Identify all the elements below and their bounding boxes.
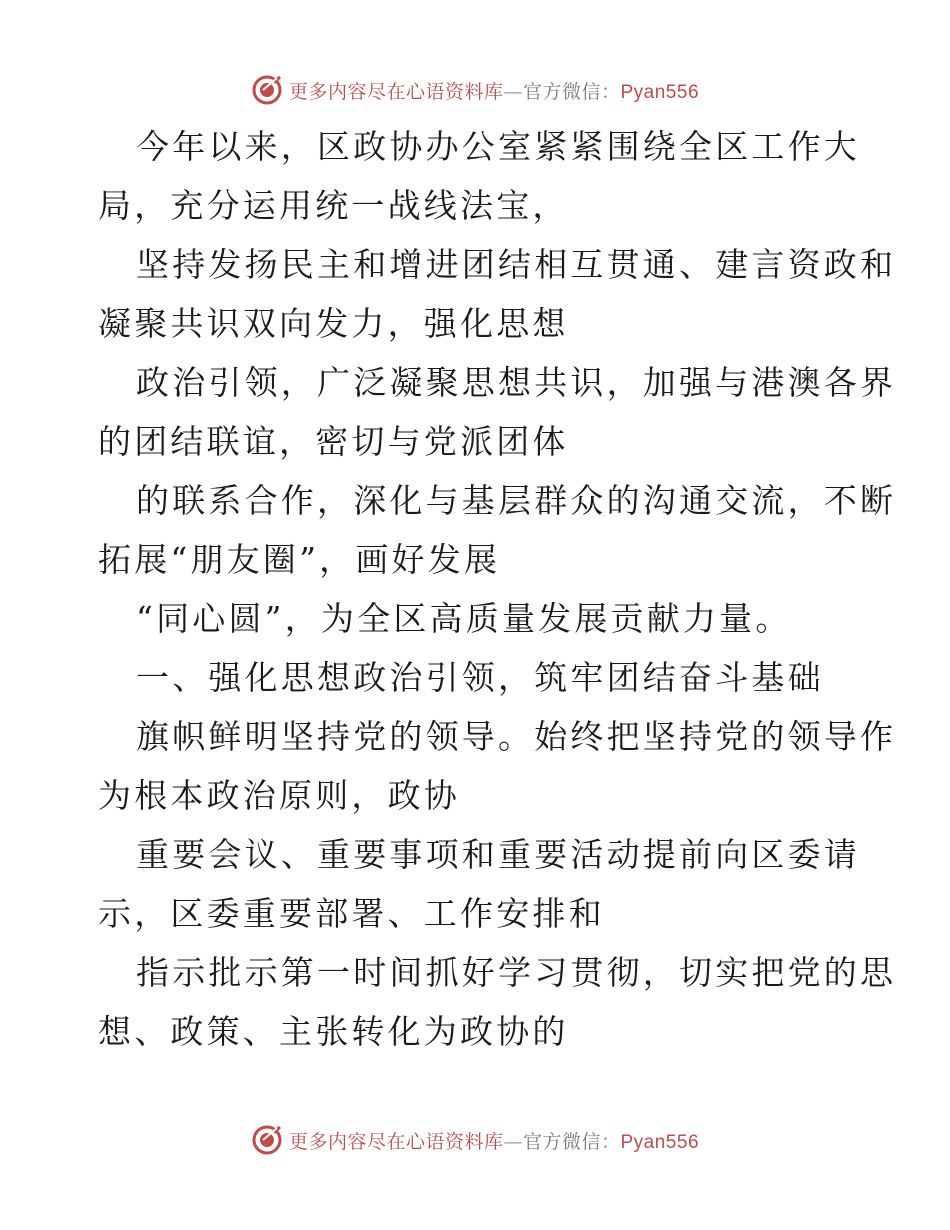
text-line-14: 示，区委重要部署、工作安排和 bbox=[98, 894, 605, 933]
text-line-9: “同心圆”，为全区高质量发展贡献力量。 bbox=[136, 599, 792, 638]
text-line-8: 拓展“朋友圈”，画好发展 bbox=[98, 540, 501, 579]
red-pen-seal-icon bbox=[251, 1124, 283, 1156]
header-banner bbox=[0, 70, 950, 110]
document-body bbox=[98, 117, 897, 1061]
text-line-15: 指示批示第一时间抓好学习贯彻，切实把党的思 bbox=[136, 953, 897, 992]
text-line-1: 今年以来，区政协办公室紧紧围绕全区工作大 bbox=[136, 127, 860, 166]
text-line-4: 凝聚共识双向发力，强化思想 bbox=[98, 304, 569, 343]
text-line-7: 的联系合作，深化与基层群众的沟通交流，不断 bbox=[136, 481, 897, 520]
text-line-11: 旗帜鲜明坚持党的领导。始终把坚持党的领导作 bbox=[136, 717, 897, 756]
footer-wechat-id: Pyan556 bbox=[620, 1131, 700, 1153]
text-line-3: 坚持发扬民主和增进团结相互贯通、建言资政和 bbox=[136, 245, 897, 284]
text-line-12: 为根本政治原则，政协 bbox=[98, 776, 460, 815]
header-wechat-label: 官方微信： bbox=[522, 80, 621, 103]
footer-brand-text: 更多内容尽在心语资料库 bbox=[288, 1130, 504, 1153]
footer-wechat-label: 官方微信： bbox=[522, 1130, 621, 1153]
footer-banner bbox=[0, 1120, 950, 1160]
text-line-16: 想、政策、主张转化为政协的 bbox=[98, 1012, 569, 1051]
text-line-2: 局，充分运用统一战线法宝， bbox=[98, 186, 569, 225]
footer-banner-text bbox=[289, 1127, 699, 1154]
text-line-6: 的团结联谊，密切与党派团体 bbox=[98, 422, 569, 461]
footer-separator: — bbox=[503, 1130, 523, 1153]
header-separator: — bbox=[503, 80, 523, 103]
header-wechat-id: Pyan556 bbox=[620, 81, 700, 103]
header-brand-text: 更多内容尽在心语资料库 bbox=[288, 80, 504, 103]
text-line-13: 重要会议、重要事项和重要活动提前向区委请 bbox=[136, 835, 860, 874]
text-line-5: 政治引领，广泛凝聚思想共识，加强与港澳各界 bbox=[136, 363, 897, 402]
header-banner-text bbox=[289, 77, 699, 104]
red-pen-seal-icon bbox=[251, 74, 283, 106]
section-heading-1: 一、强化思想政治引领，筑牢团结奋斗基础 bbox=[136, 658, 824, 697]
